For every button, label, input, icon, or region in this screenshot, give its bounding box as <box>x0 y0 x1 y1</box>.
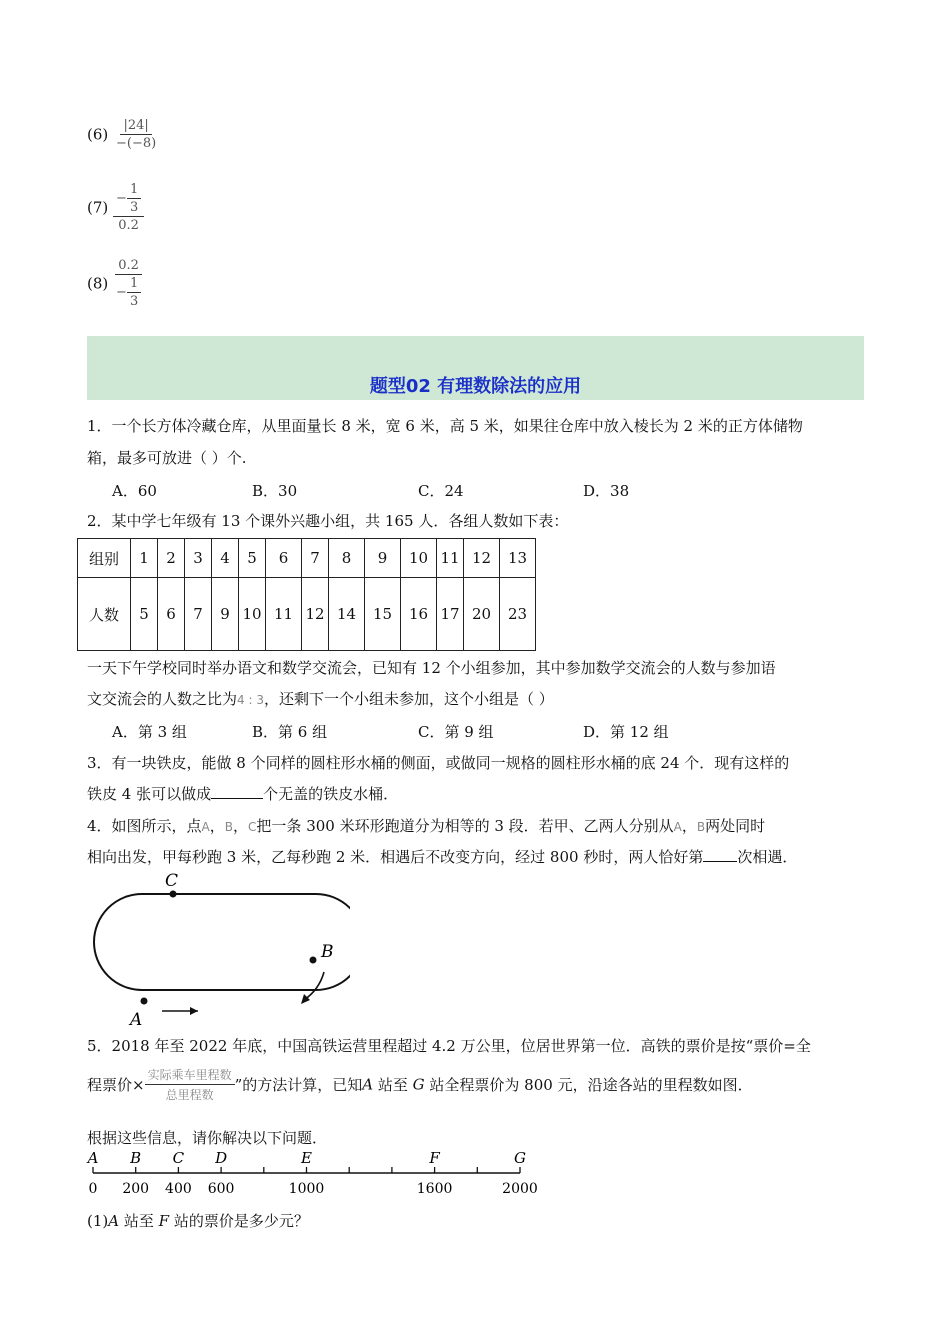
section-banner <box>87 336 864 400</box>
exercise-7-denominator: 0.2 <box>118 218 139 233</box>
exercise-7-fraction <box>113 182 144 233</box>
station-label: E <box>301 1149 312 1167</box>
tick-label: 0 <box>88 1181 98 1197</box>
table-cell: 2 <box>158 539 185 578</box>
q5-sub1 <box>87 1210 309 1231</box>
q5-sub1-text-a: (1) <box>87 1212 109 1230</box>
q1-line1: 1．一个长方体冷藏仓库，从里面量长 8 米，宽 6 米，高 5 米，如果往仓库中放入棱长为 2 米的正方体储物 <box>87 417 803 435</box>
q4-line1-text-b: 把一条 300 米环形跑道分为相等的 3 段．若甲、乙两人分别从 <box>256 817 674 835</box>
table-cell: 3 <box>185 539 212 578</box>
q2-option-c: C．第 9 组 <box>418 723 494 741</box>
table-cell: 7 <box>302 539 329 578</box>
exercise-8-sign: − <box>116 285 127 300</box>
q2-option-a: A．第 3 组 <box>112 723 187 741</box>
tick-label: 1000 <box>288 1181 325 1197</box>
q4-line1 <box>87 815 765 836</box>
q4-line2-text-a: 相向出发，甲每秒跑 3 米，乙每秒跑 2 米．相遇后不改变方向，经过 800 秒时，两人恰好第 <box>87 848 704 866</box>
q5-line3: 根据这些信息，请你解决以下问题． <box>87 1129 328 1147</box>
table-cell: 9 <box>365 539 401 578</box>
exercise-7-label: (7) <box>87 198 109 217</box>
table-cell: 17 <box>437 578 464 651</box>
exercise-6 <box>87 118 159 151</box>
q2-option-d: D．第 12 组 <box>583 723 669 741</box>
q5-line1: 5．2018 年至 2022 年底，中国高铁运营里程超过 4.2 万公里，位居世界第一位．高铁的票价是按“票价=全 <box>87 1037 811 1055</box>
table-cell: 23 <box>500 578 536 651</box>
q3-line2-text-a: 铁皮 4 张可以做成 <box>87 785 212 803</box>
q4-sep: ， <box>681 817 697 835</box>
q1-option-a: A．60 <box>112 482 157 500</box>
exercise-7-inner-fraction <box>127 182 141 215</box>
q1-option-b: B．30 <box>252 482 298 500</box>
q2-line3 <box>87 688 554 709</box>
exercise-6-numerator: |24| <box>120 118 151 135</box>
track-diagram <box>80 868 350 1028</box>
q4-point-b-2: B <box>696 820 706 834</box>
q1-line2: 箱，最多可放进（ ）个. <box>87 449 247 467</box>
q4-line1-text-c: 两处同时 <box>705 817 766 835</box>
q5-station-a: A <box>362 1075 374 1094</box>
q5-line2 <box>87 1066 753 1103</box>
exercise-7-inner-num: 1 <box>127 182 141 199</box>
group-table <box>77 538 536 651</box>
q5-line2-text-b: ”的方法计算，已知 <box>234 1076 363 1094</box>
exercise-6-label: (6) <box>87 125 109 144</box>
table-cell: 5 <box>131 578 158 651</box>
table-cell: 1 <box>131 539 158 578</box>
track-loop <box>94 894 350 990</box>
tick-label: 400 <box>165 1181 192 1197</box>
q5-sub1-text-b: 站至 <box>119 1212 159 1230</box>
table-cell: 6 <box>158 578 185 651</box>
q4-line1-text-a: 4．如图所示，点 <box>87 817 202 835</box>
exercise-8-denominator <box>113 275 144 309</box>
q4-sep: ， <box>233 817 249 835</box>
q4-point-a-2: A <box>673 820 682 834</box>
q4-line2 <box>87 846 797 867</box>
station-label: A <box>87 1149 99 1167</box>
exercise-7-inner-den: 3 <box>129 200 139 215</box>
q5-fraction-denominator: 总里程数 <box>165 1088 214 1102</box>
section-title: 题型02 有理数除法的应用 <box>369 376 582 397</box>
table-cell: 9 <box>212 578 239 651</box>
table-cell: 13 <box>500 539 536 578</box>
q2-option-b: B．第 6 组 <box>252 723 328 741</box>
q4-point-c: C <box>248 820 257 834</box>
label-c: C <box>165 871 179 891</box>
table-cell: 6 <box>266 539 302 578</box>
point-a-dot <box>141 998 148 1005</box>
table-cell: 12 <box>464 539 500 578</box>
table-row <box>78 539 536 578</box>
table-cell: 11 <box>266 578 302 651</box>
q4-point-b: B <box>224 820 234 834</box>
table-row <box>78 578 536 651</box>
q5-fraction-numerator: 实际乘车里程数 <box>145 1066 235 1085</box>
arrow-b-curve <box>304 972 324 1000</box>
q1-option-d: D．38 <box>583 482 630 500</box>
point-c-dot <box>170 891 177 898</box>
table-cell: 5 <box>239 539 266 578</box>
station-label: C <box>172 1149 185 1167</box>
q3-answer-blank[interactable] <box>211 798 263 799</box>
exercise-7-sign: − <box>116 191 127 206</box>
table-cell: 8 <box>329 539 365 578</box>
q1-option-c: C．24 <box>418 482 464 500</box>
mileage-number-line <box>80 1148 550 1200</box>
tick-label: 200 <box>122 1181 150 1197</box>
exercise-6-fraction <box>113 118 159 151</box>
table-header-count: 人数 <box>78 578 131 651</box>
station-label: B <box>130 1149 142 1167</box>
q5-sub1-text-c: 站的票价是多少元？ <box>169 1212 309 1230</box>
table-header-group: 组别 <box>78 539 131 578</box>
table-cell: 10 <box>239 578 266 651</box>
q3-line2 <box>87 783 398 804</box>
exercise-8 <box>87 258 144 309</box>
q5-sub1-station-a: A <box>108 1212 120 1230</box>
q5-line2-text-d: 站全程票价为 800 元，沿途各站的里程数如图． <box>424 1076 753 1094</box>
table-cell: 12 <box>302 578 329 651</box>
tick-label: 2000 <box>502 1181 538 1197</box>
q4-line2-text-b: 次相遇． <box>737 848 798 866</box>
station-label: F <box>429 1149 440 1167</box>
q5-station-g: G <box>412 1075 425 1094</box>
q2-line3-text-b: ，还剩下一个小组未参加，这个小组是（ ） <box>263 690 554 708</box>
tick-label: 1600 <box>416 1181 453 1197</box>
arrow-a-head <box>190 1007 198 1015</box>
q4-answer-blank[interactable] <box>703 861 737 862</box>
q2-ratio: 4 : 3 <box>237 693 264 707</box>
q5-sub1-station-f: F <box>158 1212 170 1230</box>
q3-line1: 3．有一块铁皮，能做 8 个同样的圆柱形水桶的侧面，或做同一规格的圆柱形水桶的底 24 个．现有这样的 <box>87 754 790 772</box>
q5-line2-text-a: 程票价× <box>87 1076 145 1094</box>
exercise-8-fraction <box>113 258 144 309</box>
exercise-7-numerator <box>113 182 144 217</box>
exercise-7 <box>87 182 144 233</box>
table-cell: 14 <box>329 578 365 651</box>
exercise-8-inner-num: 1 <box>127 276 141 293</box>
q5-fare-fraction <box>145 1066 235 1103</box>
exercise-8-inner-den: 3 <box>129 294 139 309</box>
exercise-6-denominator: −(−8) <box>116 136 157 151</box>
table-cell: 4 <box>212 539 239 578</box>
exercise-8-numerator: 0.2 <box>115 258 142 275</box>
q2-line3-text-a: 文交流会的人数之比为 <box>87 690 238 708</box>
q4-point-a: A <box>201 820 210 834</box>
q3-line2-text-b: 个无盖的铁皮水桶． <box>263 785 399 803</box>
point-b-dot <box>310 957 317 964</box>
table-cell: 16 <box>401 578 437 651</box>
station-label: G <box>514 1149 526 1167</box>
exercise-8-label: (8) <box>87 274 109 293</box>
label-a: A <box>130 1010 143 1028</box>
table-cell: 10 <box>401 539 437 578</box>
q2-line1: 2．某中学七年级有 13 个课外兴趣小组，共 165 人．各组人数如下表： <box>87 512 569 530</box>
table-cell: 15 <box>365 578 401 651</box>
station-label: D <box>215 1149 228 1167</box>
table-cell: 7 <box>185 578 212 651</box>
table-cell: 11 <box>437 539 464 578</box>
table-cell: 20 <box>464 578 500 651</box>
q5-line2-text-c: 站至 <box>373 1076 413 1094</box>
exercise-8-inner-fraction <box>127 276 141 309</box>
q4-sep: ， <box>209 817 225 835</box>
tick-label: 600 <box>207 1181 235 1197</box>
q2-line2: 一天下午学校同时举办语文和数学交流会，已知有 12 个小组参加，其中参加数学交流会的人数与参加语 <box>87 659 776 677</box>
label-b: B <box>321 942 334 962</box>
